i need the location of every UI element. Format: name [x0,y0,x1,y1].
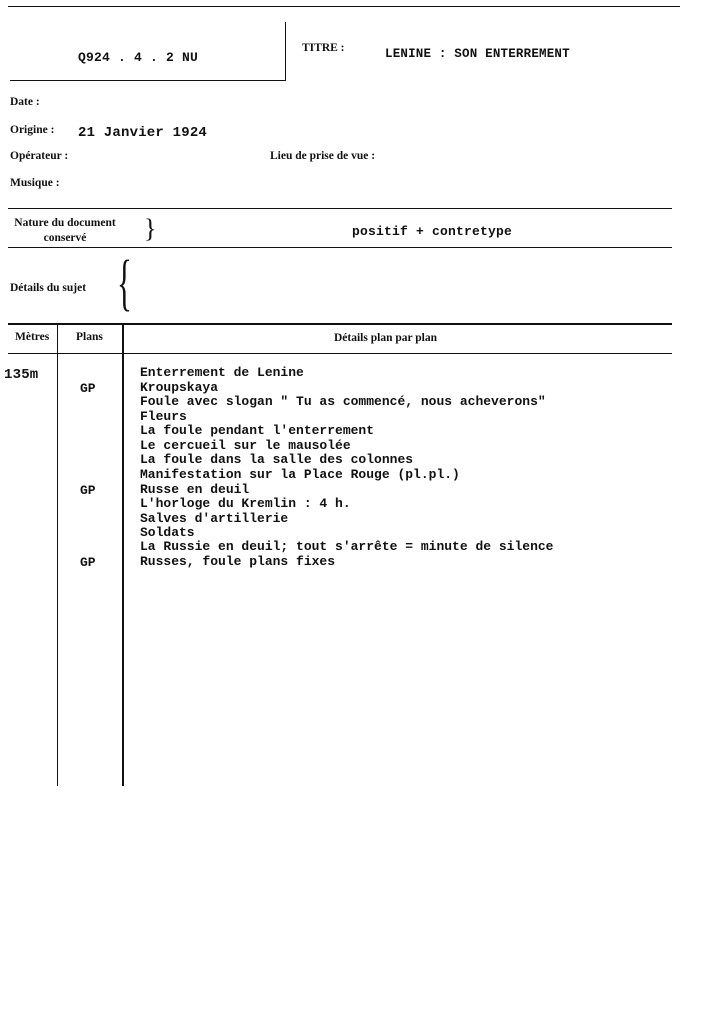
nature-label [10,216,120,246]
column-header-plans: Plans [76,331,103,343]
table-row: Fleurs [140,409,187,424]
table-row: Manifestation sur la Place Rouge (pl.pl.) [140,467,460,482]
origin-value: 21 Janvier 1924 [78,125,208,141]
header-bottom-line [10,80,286,81]
table-row: La foule dans la salle des colonnes [140,452,414,467]
table-top-line [8,323,672,325]
subject-label: Détails du sujet [10,282,87,294]
table-row: Russe en deuil [140,482,250,497]
top-border [8,6,680,7]
plan-cell: GP [80,381,96,396]
nature-top-line [8,208,672,209]
nature-label-line1: Nature du document [14,217,116,229]
nature-label-line2: conservé [43,232,87,244]
table-row: Salves d'artillerie [140,511,289,526]
music-label: Musique : [10,177,60,189]
operator-label: Opérateur : [10,150,69,162]
title-label: TITRE : [302,42,345,54]
header-divider [285,22,286,81]
table-row: Kroupskaya [140,380,219,395]
table-row: L'horloge du Kremlin : 4 h. [140,496,351,511]
table-row: La Russie en deuil; tout s'arrête = minute de silence [140,539,554,554]
plan-cell: GP [80,555,96,570]
date-label: Date : [10,96,40,108]
table-row: La foule pendant l'enterrement [140,423,375,438]
plan-cell: GP [80,483,96,498]
table-row: Soldats [140,525,195,540]
column-divider-plans [122,323,124,786]
reference-number: Q924 . 4 . 2 NU [78,50,199,65]
subject-brace: { [117,249,132,317]
nature-bottom-line [8,247,672,248]
table-row: Le cercueil sur le mausolée [140,438,351,453]
column-header-details: Détails plan par plan [334,332,437,344]
column-header-metres: Mètres [15,331,50,343]
title-value: LENINE : SON ENTERREMENT [385,47,570,61]
nature-value: positif + contretype [352,224,513,239]
table-header-line [8,353,672,354]
location-label: Lieu de prise de vue : [270,150,376,162]
column-divider-metres [57,323,58,786]
table-row: Foule avec slogan " Tu as commencé, nous acheverons" [140,394,546,409]
table-row: Enterrement de Lenine [140,365,304,380]
metres-value: 135m [4,367,39,383]
origin-label: Origine : [10,124,55,136]
table-row: Russes, foule plans fixes [140,554,336,569]
nature-brace: } [144,214,157,243]
